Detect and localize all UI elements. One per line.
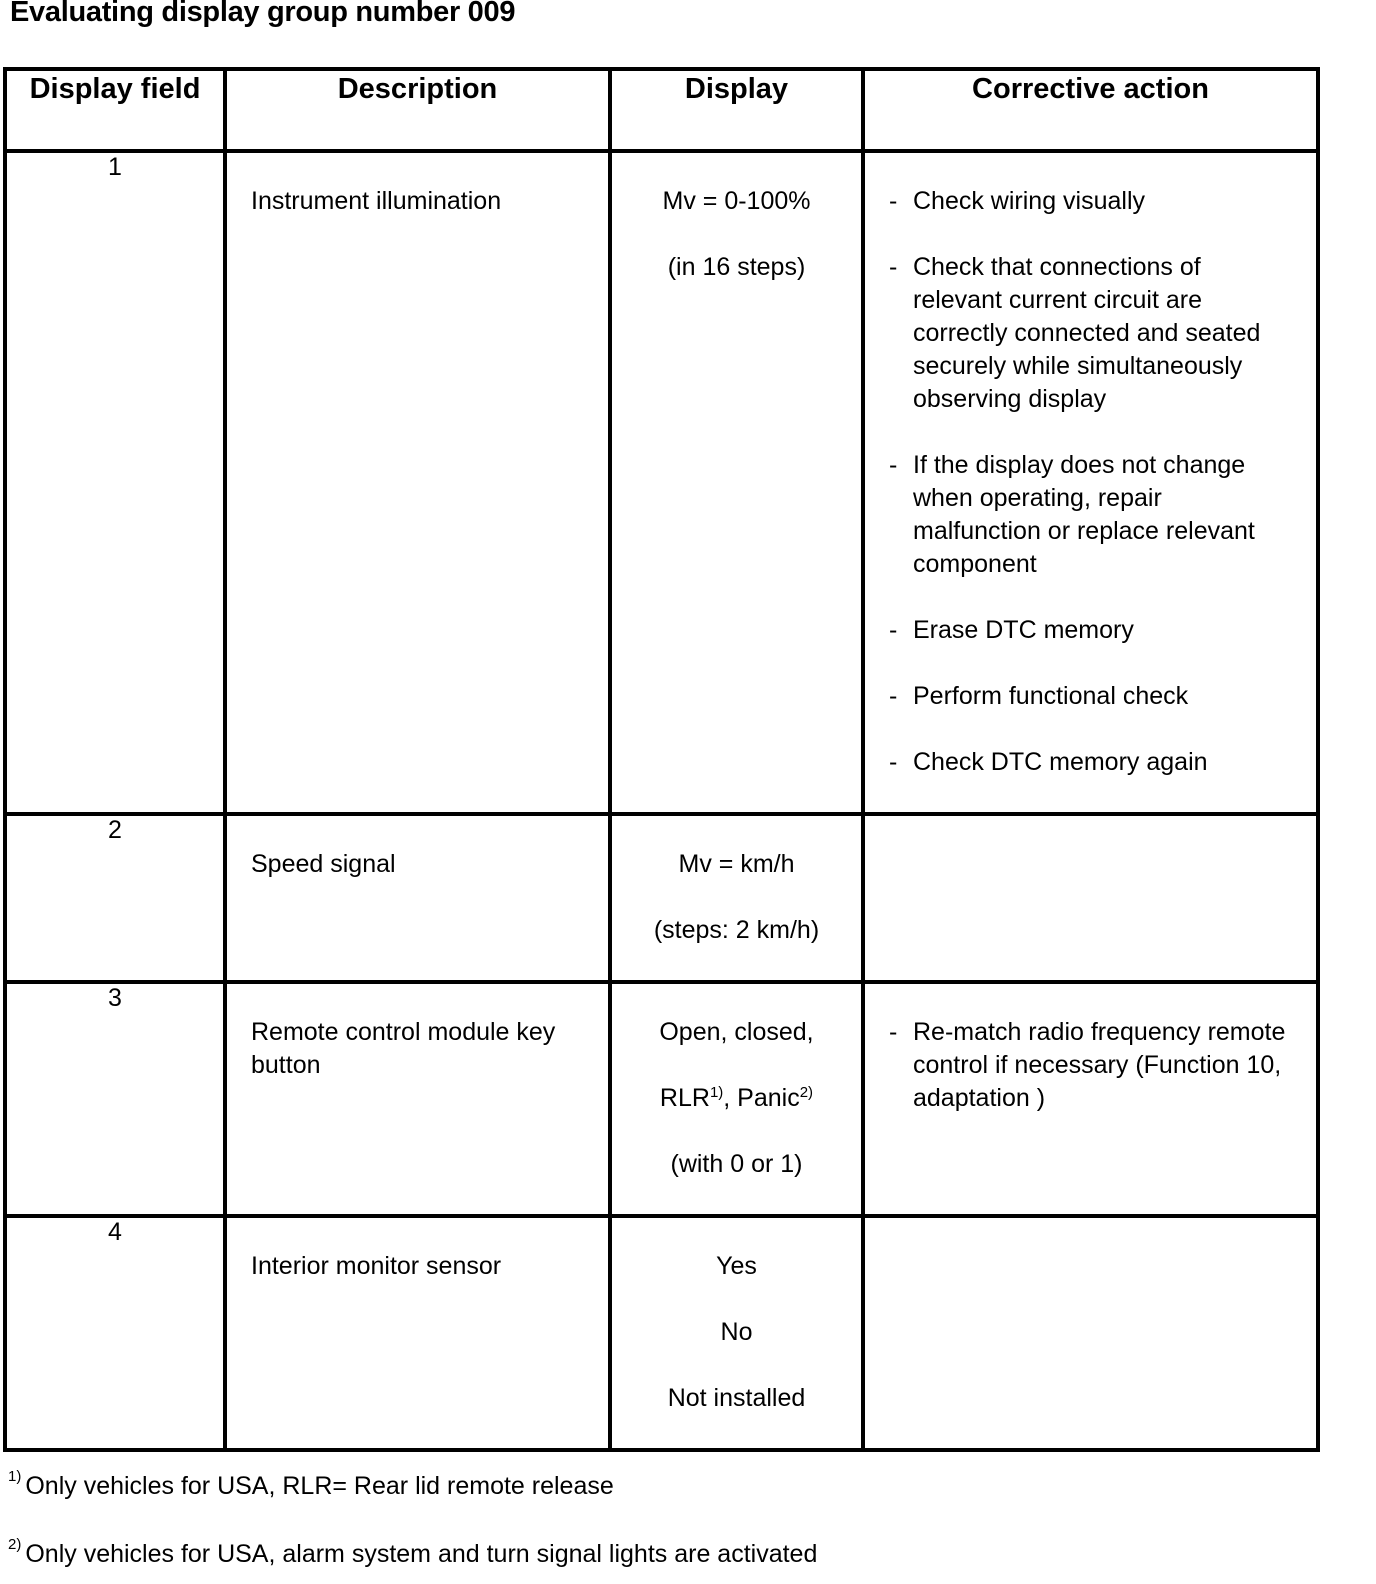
table-row — [5, 814, 1318, 982]
action-item — [889, 251, 1286, 416]
bullet-dash: - — [889, 253, 898, 281]
header-corrective-action: Corrective action — [863, 69, 1318, 151]
display-cell — [610, 814, 863, 982]
corrective-action-cell — [863, 814, 1318, 982]
bullet-dash: - — [889, 748, 898, 776]
footnote-ref-2: 2) — [799, 1084, 814, 1101]
table-row — [5, 982, 1318, 1216]
action-item — [889, 614, 1286, 647]
footnote-2 — [8, 1536, 818, 1569]
display-value: Not installed — [667, 1384, 806, 1412]
footnote-text: Only vehicles for USA, RLR= Rear lid remote release — [25, 1472, 614, 1500]
header-display-field: Display field — [5, 69, 225, 151]
action-text: Re-match radio frequency remote control if necessary (Function 10, adaptation ) — [913, 1018, 1286, 1112]
action-text: If the display does not change when operating, repair malfunction or replace relevant component — [913, 451, 1255, 578]
display-value: Open, closed, — [659, 1018, 814, 1046]
display-field-cell: 4 — [5, 1216, 225, 1450]
display-field-cell: 2 — [5, 814, 225, 982]
bullet-dash: - — [889, 616, 898, 644]
display-group-table — [3, 67, 1320, 1452]
display-value: (in 16 steps) — [667, 253, 806, 281]
display-value: Mv = km/h — [678, 850, 795, 878]
bullet-dash: - — [889, 451, 898, 479]
display-value: (with 0 or 1) — [670, 1150, 803, 1178]
table-header-row — [5, 69, 1318, 151]
table-row — [5, 151, 1318, 814]
display-cell — [610, 151, 863, 814]
action-item — [889, 1016, 1286, 1115]
table-row — [5, 1216, 1318, 1450]
corrective-action-cell — [863, 982, 1318, 1216]
footnote-mark: 2) — [8, 1536, 22, 1553]
footnote-1 — [8, 1468, 614, 1501]
display-cell — [610, 982, 863, 1216]
description-cell: Remote control module key button — [225, 982, 610, 1216]
action-item — [889, 449, 1286, 581]
panic-text: , Panic — [723, 1084, 800, 1112]
description-cell: Interior monitor sensor — [225, 1216, 610, 1450]
action-text: Check DTC memory again — [913, 748, 1208, 776]
action-text: Perform functional check — [913, 682, 1189, 710]
action-text: Check that connections of relevant current circuit are correctly connected and seated securely while simultaneously observing display — [913, 253, 1261, 413]
display-value — [612, 1082, 861, 1148]
footnote-text: Only vehicles for USA, alarm system and turn signal lights are activated — [25, 1540, 818, 1568]
display-value: Yes — [716, 1252, 757, 1280]
action-item — [889, 185, 1286, 218]
corrective-action-cell — [863, 1216, 1318, 1450]
footnote-mark: 1) — [8, 1468, 22, 1485]
description-cell: Speed signal — [225, 814, 610, 982]
display-value: Mv = 0-100% — [662, 187, 811, 215]
page-title: Evaluating display group number 009 — [10, 0, 516, 28]
action-text: Erase DTC memory — [913, 616, 1134, 644]
display-field-cell: 3 — [5, 982, 225, 1216]
display-value: No — [720, 1318, 753, 1346]
action-text: Check wiring visually — [913, 187, 1146, 215]
header-description: Description — [225, 69, 610, 151]
rlr-text: RLR — [659, 1084, 710, 1112]
bullet-dash: - — [889, 187, 898, 215]
display-cell — [610, 1216, 863, 1450]
header-display: Display — [610, 69, 863, 151]
action-item — [889, 680, 1286, 713]
corrective-action-cell — [863, 151, 1318, 814]
footnote-ref-1: 1) — [709, 1084, 724, 1101]
display-value: (steps: 2 km/h) — [653, 916, 820, 944]
display-field-cell: 1 — [5, 151, 225, 814]
action-item — [889, 746, 1286, 779]
bullet-dash: - — [889, 682, 898, 710]
description-cell: Instrument illumination — [225, 151, 610, 814]
bullet-dash: - — [889, 1018, 898, 1046]
